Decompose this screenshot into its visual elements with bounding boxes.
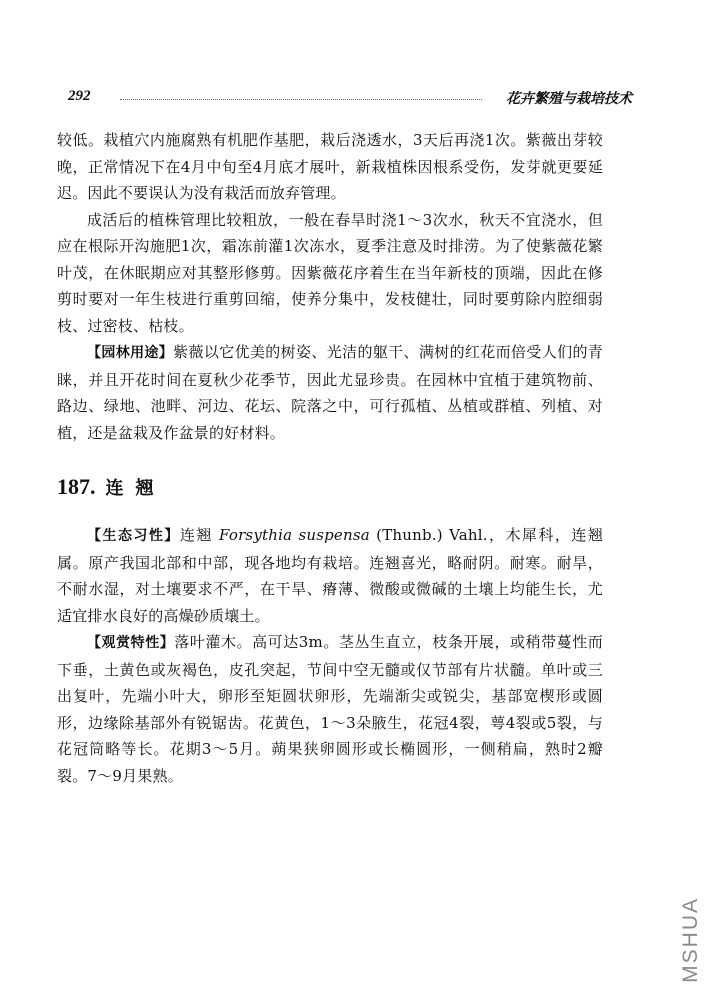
ornamental-text: 落叶灌木。高可达3m。茎丛生直立，枝条开展，或稍带蔓性而下垂，土黄色或灰褐色，皮孔突起，节间中空无髓或仅节部有片状髓。单叶或三出复叶，先端小叶大，卵形至矩圆状卵形，先端渐尖或锐尖，基部宽楔形或圆形，边缘除基部外有锐锯齿。花黄色，1～3朵腋生，花冠4裂，萼4裂或5裂，与花冠筒略等长。花期3～5月。蒴果狭卵圆形或长椭圆形，一侧稍扁，熟时2瓣裂。7～9月果熟。 [57,633,603,785]
watermark: MSHUA [679,897,702,983]
paragraph-landscape-use [57,339,603,446]
page-header [62,86,632,112]
page-content [57,127,603,789]
section-heading [57,474,603,502]
header-rule [120,99,482,100]
ornamental-tag: 【观赏特性】 [87,635,175,651]
landscape-use-tag: 【园林用途】 [87,345,174,361]
latin-name: Forsythia suspensa [219,526,370,544]
page-number: 292 [68,88,91,104]
paragraph-continued: 较低。栽植穴内施腐熟有机肥作基肥，栽后浇透水，3天后再浇1次。紫薇出芽较晚，正常情况下在4月中旬至4月底才展叶，新栽植株因根系受伤，发芽就更要延迟。因此不要误认为没有栽活而放弃管理。 [57,131,603,202]
paragraph-ecology [57,522,603,629]
landscape-use-text: 紫薇以它优美的树姿、光洁的躯干、满树的红花而倍受人们的青睐，并且开花时间在夏秋少花季节，因此尤显珍贵。在园林中宜植于建筑物前、路边、绿地、池畔、河边、花坛、院落之中，可行孤植、丛植或群植、列植、对植，还是盆栽及作盆景的好材料。 [57,343,604,442]
section-number: 187. [57,474,96,499]
ecology-tag: 【生态习性】 [87,528,180,544]
ecology-text-after: (Thunb.) Vahl.，木犀科，连翘属。原产我国北部和中部，现各地均有栽培。连翘喜光，略耐阴。耐寒。耐旱，不耐水湿，对土壤要求不严，在干旱、瘠薄、微酸或微碱的土壤上均能生长，尤适宜排水良好的高燥砂质壤土。 [57,526,604,625]
ecology-text-before: 连翘 [179,526,213,544]
book-title: 花卉繁殖与栽培技术 [506,91,632,107]
paragraph-management: 成活后的植株管理比较粗放，一般在春旱时浇1～3次水，秋天不宜浇水，但应在根际开沟施肥1次，霜冻前灌1次冻水，夏季注意及时排涝。为了使紫薇花繁叶茂，在休眠期应对其整形修剪。因紫薇花序着生在当年新枝的顶端，因此在修剪时要对一年生枝进行重剪回缩，使养分集中，发枝健壮，同时要剪除内腔细弱枝、过密枝、枯枝。 [57,210,603,335]
paragraph-ornamental [57,629,603,789]
section-title: 连翘 [105,478,166,499]
